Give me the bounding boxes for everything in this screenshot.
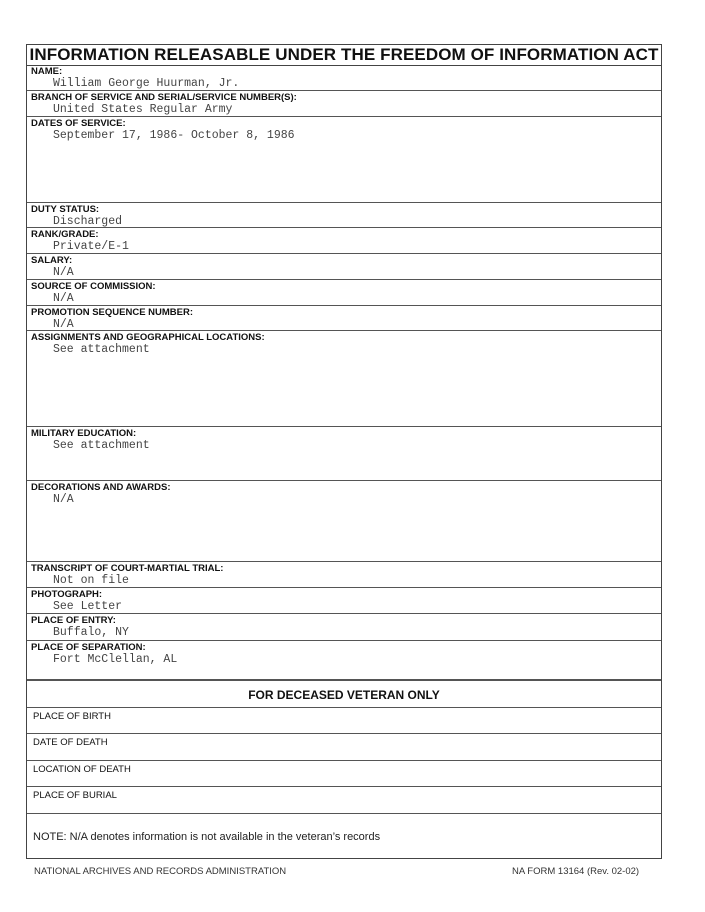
field-value: See attachment [53,439,150,452]
field-value: Buffalo, NY [53,626,129,639]
field-label: ASSIGNMENTS AND GEOGRAPHICAL LOCATIONS: [31,332,265,343]
field-place-of-burial [27,787,661,814]
field-value: See attachment [53,343,150,356]
field-place-of-separation [27,641,661,680]
field-value: William George Huurman, Jr. [53,77,240,90]
field-place-of-entry [27,614,661,641]
field-value: Discharged [53,215,123,228]
field-label: PLACE OF ENTRY: [31,615,116,626]
field-label: SOURCE OF COMMISSION: [31,281,156,292]
field-label: PLACE OF BIRTH [33,711,111,722]
field-education [27,427,661,481]
field-date-of-death [27,734,661,761]
field-photograph [27,588,661,614]
footer-form-number: NA FORM 13164 (Rev. 02-02) [512,866,640,877]
field-dates [27,117,661,203]
field-commission [27,280,661,306]
form-title: INFORMATION RELEASABLE UNDER THE FREEDOM OF INFORMATION ACT [27,45,661,66]
field-value: Fort McClellan, AL [53,653,178,666]
field-branch [27,91,661,117]
field-value: N/A [53,318,74,331]
records-note: NOTE: N/A denotes information is not available in the veteran’s records [33,831,381,843]
field-place-of-birth [27,708,661,734]
field-assignments [27,331,661,427]
field-promotion [27,306,661,331]
deceased-section-header [27,680,661,708]
deceased-title: FOR DECEASED VETERAN ONLY [248,688,440,702]
field-rank [27,228,661,254]
field-label: DECORATIONS AND AWARDS: [31,482,171,493]
field-label: LOCATION OF DEATH [33,764,131,775]
field-label: PLACE OF SEPARATION: [31,642,146,653]
field-label: PLACE OF BURIAL [33,790,117,801]
field-label: DUTY STATUS: [31,204,100,215]
field-label: NAME: [31,66,63,77]
field-decorations [27,481,661,562]
foia-form [26,44,662,859]
field-value: September 17, 1986- October 8, 1986 [53,129,295,142]
field-label: RANK/GRADE: [31,229,99,240]
field-name [27,65,661,91]
field-location-of-death [27,761,661,787]
field-value: Private/E-1 [53,240,129,253]
field-label: PROMOTION SEQUENCE NUMBER: [31,307,194,318]
field-label: BRANCH OF SERVICE AND SERIAL/SERVICE NUMBER(S): [31,92,297,103]
field-label: DATES OF SERVICE: [31,118,126,129]
field-duty-status [27,203,661,228]
field-value: United States Regular Army [53,103,233,116]
field-label: DATE OF DEATH [33,737,108,748]
field-value: N/A [53,266,74,279]
footer-agency: NATIONAL ARCHIVES AND RECORDS ADMINISTRATION [34,866,287,877]
field-salary [27,254,661,280]
field-label: MILITARY EDUCATION: [31,428,137,439]
field-label: SALARY: [31,255,73,266]
field-transcript [27,562,661,588]
field-value: Not on file [53,574,129,587]
field-value: See Letter [53,600,123,613]
field-value: N/A [53,292,74,305]
field-label: TRANSCRIPT OF COURT-MARTIAL TRIAL: [31,563,224,574]
field-value: N/A [53,493,74,506]
field-label: PHOTOGRAPH: [31,589,103,600]
